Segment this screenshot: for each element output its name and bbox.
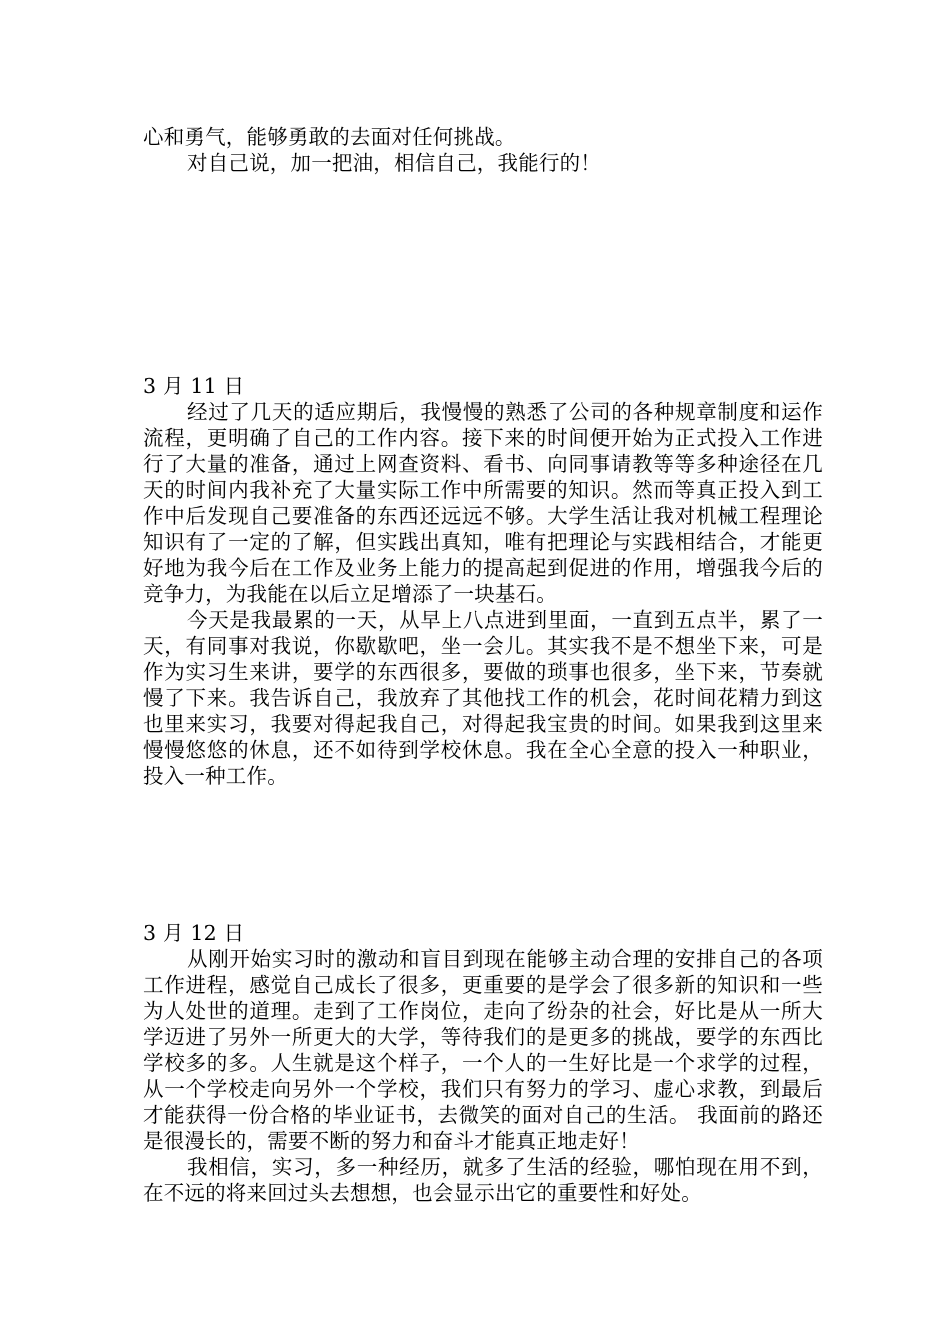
- closing-paragraph: 对自己说，加一把油，相信自己，我能行的！: [187, 151, 601, 175]
- continuation-paragraph: 心和勇气，能够勇敢的去面对任何挑战。: [143, 125, 516, 149]
- continuation-section: [143, 124, 823, 176]
- entry-date: 3 月 12 日: [143, 921, 245, 945]
- diary-entry-mar-11: [143, 373, 823, 789]
- entry-paragraph: 经过了几天的适应期后，我慢慢的熟悉了公司的各种规章制度和运作流程，更明确了自己的工作内容。接下来的时间便开始为正式投入工作进行了大量的准备，通过上网查资料、看书、向同事请教等等多种途径在几天的时间内我补充了大量实际工作中所需要的知识。然而等真正投入到工作中后发现自己要准备的东西还远远不够。大学生活让我对机械工程理论知识有了一定的了解，但实践出真知，唯有把理论与实践相结合，才能更好地为我今后在工作及业务上能力的提高起到促进的作用，增强我今后的竞争力，为我能在以后立足增添了一块基石。: [143, 400, 823, 606]
- entry-paragraph: 我相信，实习，多一种经历，就多了生活的经验，哪怕现在用不到，在不远的将来回过头去想想，也会显示出它的重要性和好处。: [143, 1155, 823, 1205]
- entry-date: 3 月 11 日: [143, 374, 245, 398]
- diary-entry-mar-12: [143, 920, 823, 1206]
- entry-paragraph: 从刚开始实习时的激动和盲目到现在能够主动合理的安排自己的各项工作进程，感觉自己成长了很多，更重要的是学会了很多新的知识和一些为人处世的道理。走到了工作岗位，走向了纷杂的社会，好比是从一所大学迈进了另外一所更大的大学，等待我们的是更多的挑战，要学的东西比学校多的多。人生就是这个样子，一个人的一生好比是一个求学的过程，从一个学校走向另外一个学校，我们只有努力的学习、虚心求教，到最后才能获得一份合格的毕业证书，去微笑的面对自己的生活。 我面前的路还是很漫长的，需要不断的努力和奋斗才能真正地走好！: [143, 947, 823, 1153]
- entry-paragraph: 今天是我最累的一天，从早上八点进到里面，一直到五点半，累了一天，有同事对我说，你歇歇吧，坐一会儿。其实我不是不想坐下来，可是作为实习生来讲，要学的东西很多，要做的琐事也很多，坐下来，节奏就慢了下来。我告诉自己，我放弃了其他找工作的机会，花时间花精力到这也里来实习，我要对得起我自己，对得起我宝贵的时间。如果我到这里来慢慢悠悠的休息，还不如待到学校休息。我在全心全意的投入一种职业，投入一种工作。: [143, 608, 823, 788]
